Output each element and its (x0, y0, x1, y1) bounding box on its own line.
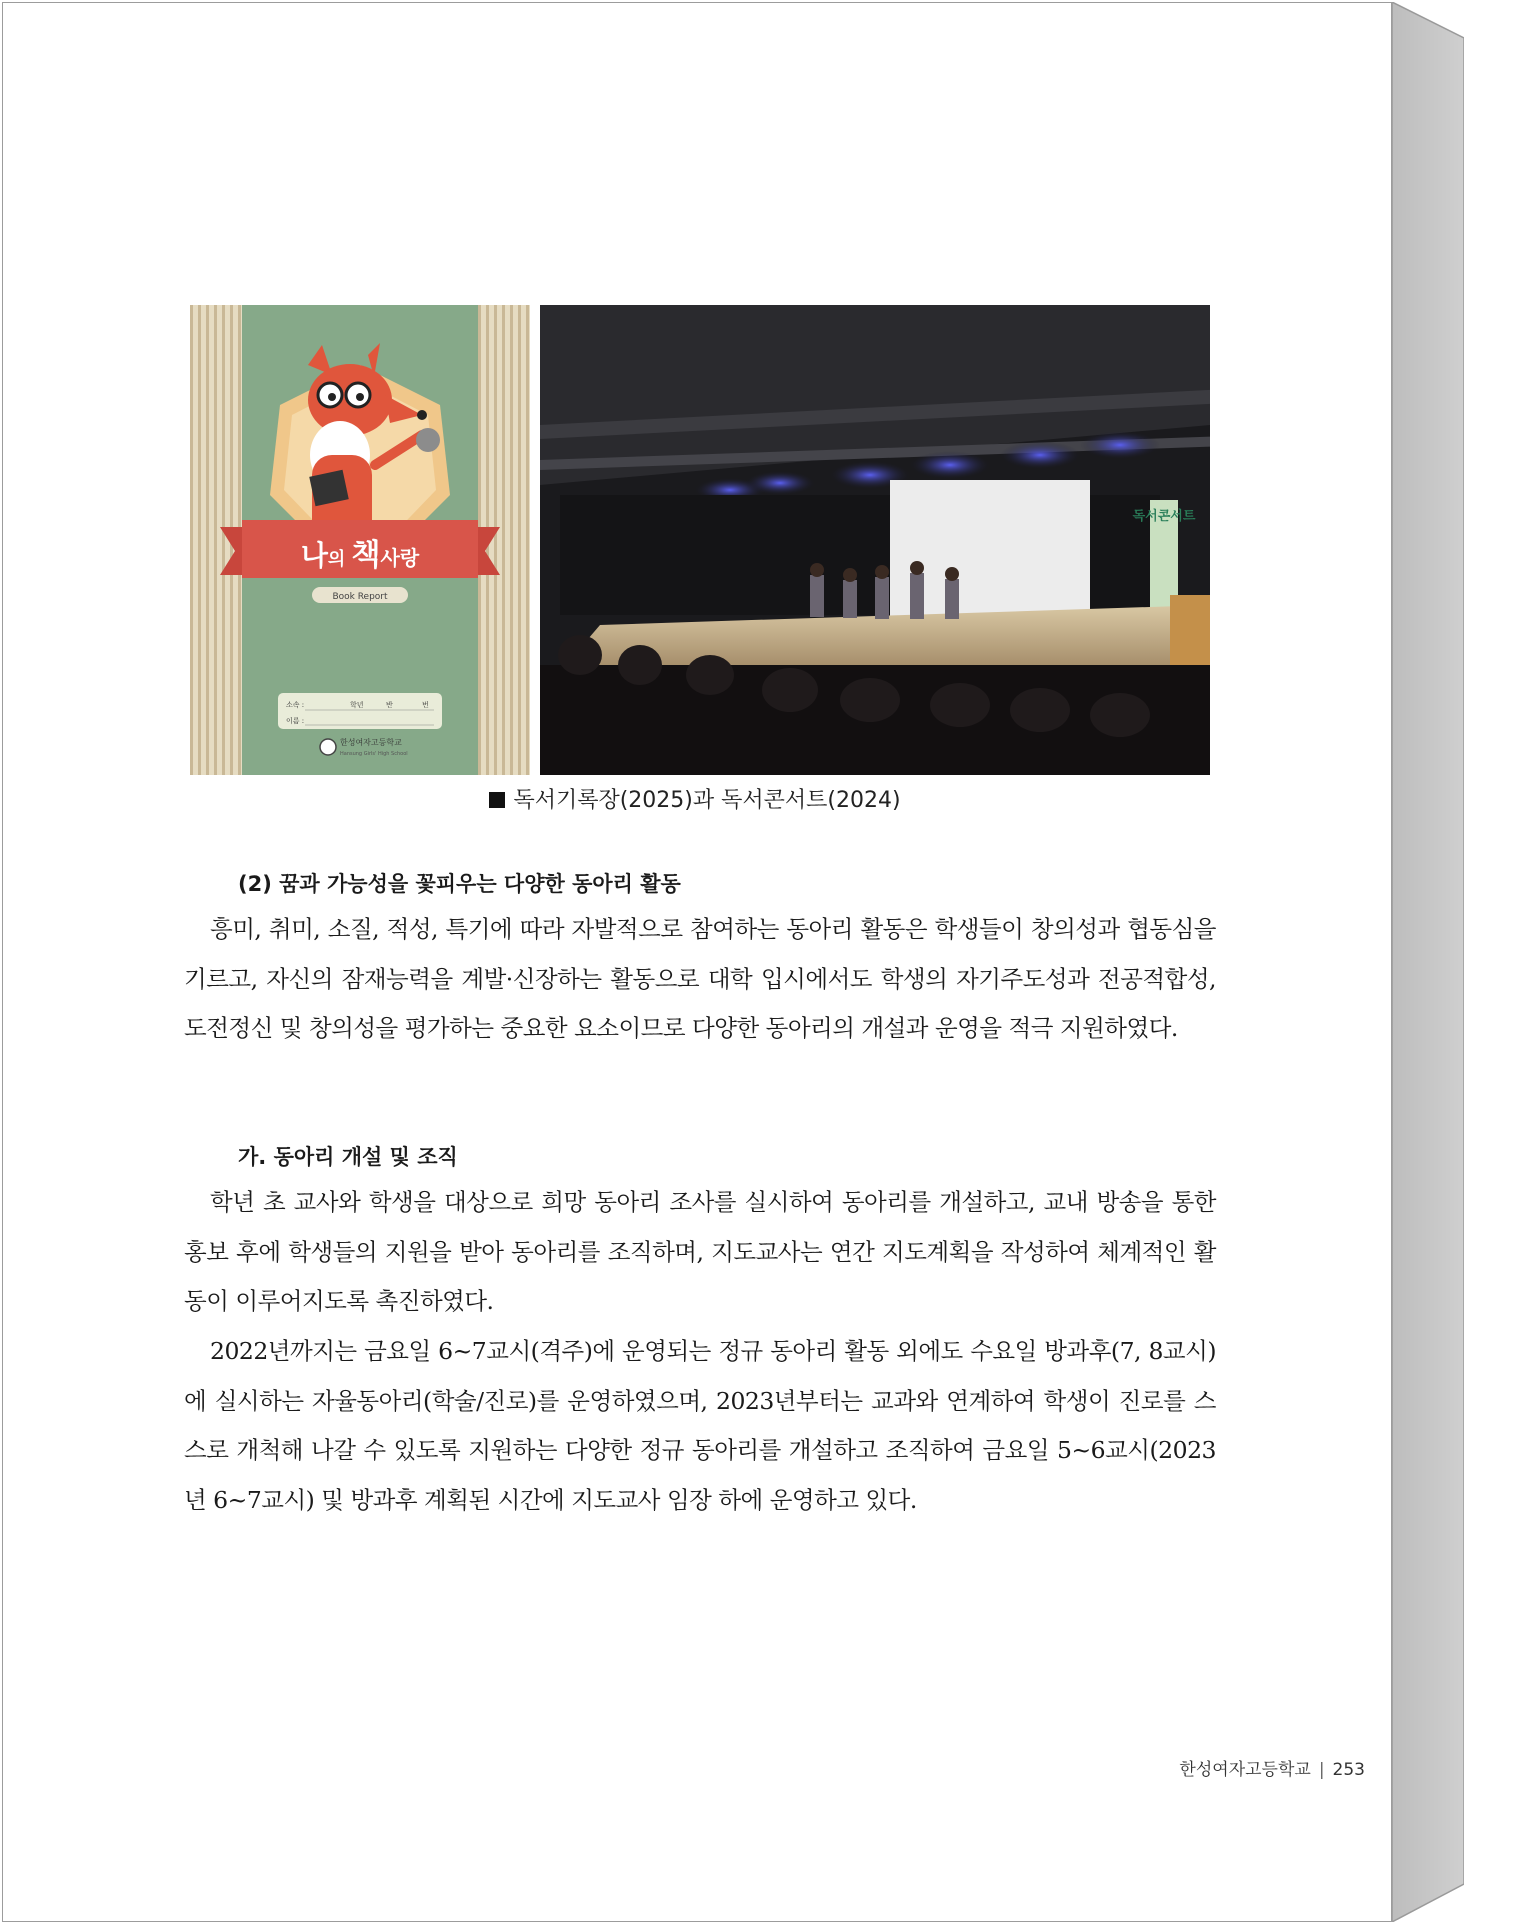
svg-text:반: 반 (386, 701, 393, 709)
svg-text:Hansung Girls' High School: Hansung Girls' High School (340, 751, 408, 757)
svg-text:이름 :: 이름 : (286, 717, 305, 725)
school-seal-icon (320, 739, 336, 755)
figure-caption (0, 783, 1390, 814)
reading-concert-photo (540, 305, 1210, 775)
page-footer (1179, 1755, 1365, 1780)
book-spine (1392, 2, 1464, 1922)
section-heading-clubs: (2) 꿈과 가능성을 꽃피우는 다양한 동아리 활동 (238, 872, 681, 896)
footer-separator: | (1318, 1760, 1325, 1780)
section-paragraph-organization-2: 2022년까지는 금요일 6~7교시(격주)에 운영되는 정규 동아리 활동 외에도 수요일 방과후(7, 8교시)에 실시하는 자율동아리(학술/진로)를 운영하였으며, 2023년부터는 교과와 연계하여 학생이 진로를 스스로 개척해 나갈 수 있도록 지원하는 다양한 정규 동아리를 개설하고 조직하여 금요일 5~6교시(2023년 6~7교시) 및 방과후 계획된 시간에 지도교사 임장 하에 운영하고 있다. (184, 1337, 1216, 1514)
svg-text:한성여자고등학교: 한성여자고등학교 (340, 738, 402, 747)
section-heading-club-organization: 가. 동아리 개설 및 조직 (238, 1145, 458, 1169)
svg-text:나의 책사랑: 나의 책사랑 (300, 538, 420, 573)
svg-text:번: 번 (422, 701, 429, 709)
book-report-cover-photo (190, 305, 530, 775)
square-bullet-icon (489, 792, 505, 808)
svg-text:학년: 학년 (350, 701, 364, 709)
footer-school-name: 한성여자고등학교 (1179, 1760, 1311, 1780)
section-paragraph-clubs: 흥미, 취미, 소질, 적성, 특기에 따라 자발적으로 참여하는 동아리 활동은 학생들이 창의성과 협동심을 기르고, 자신의 잠재능력을 계발·신장하는 활동으로 대학 입시에서도 학생의 자기주도성과 전공적합성, 도전정신 및 창의성을 평가하는 중요한 요소이므로 다양한 동아리의 개설과 운영을 적극 지원하였다. (184, 915, 1216, 1042)
page-number: 253 (1332, 1760, 1365, 1780)
section-paragraph-organization-1: 학년 초 교사와 학생을 대상으로 희망 동아리 조사를 실시하여 동아리를 개설하고, 교내 방송을 통한 홍보 후에 학생들의 지원을 받아 동아리를 조직하며, 지도교사는 연간 지도계획을 작성하여 체계적인 활동이 이루어지도록 촉진하였다. (184, 1188, 1216, 1315)
svg-text:소속 :: 소속 : (286, 701, 305, 709)
caption-text: 독서기록장(2025)과 독서콘서트(2024) (513, 788, 901, 813)
svg-text:Book Report: Book Report (332, 592, 388, 602)
svg-text:독서콘서트: 독서콘서트 (1132, 509, 1196, 524)
